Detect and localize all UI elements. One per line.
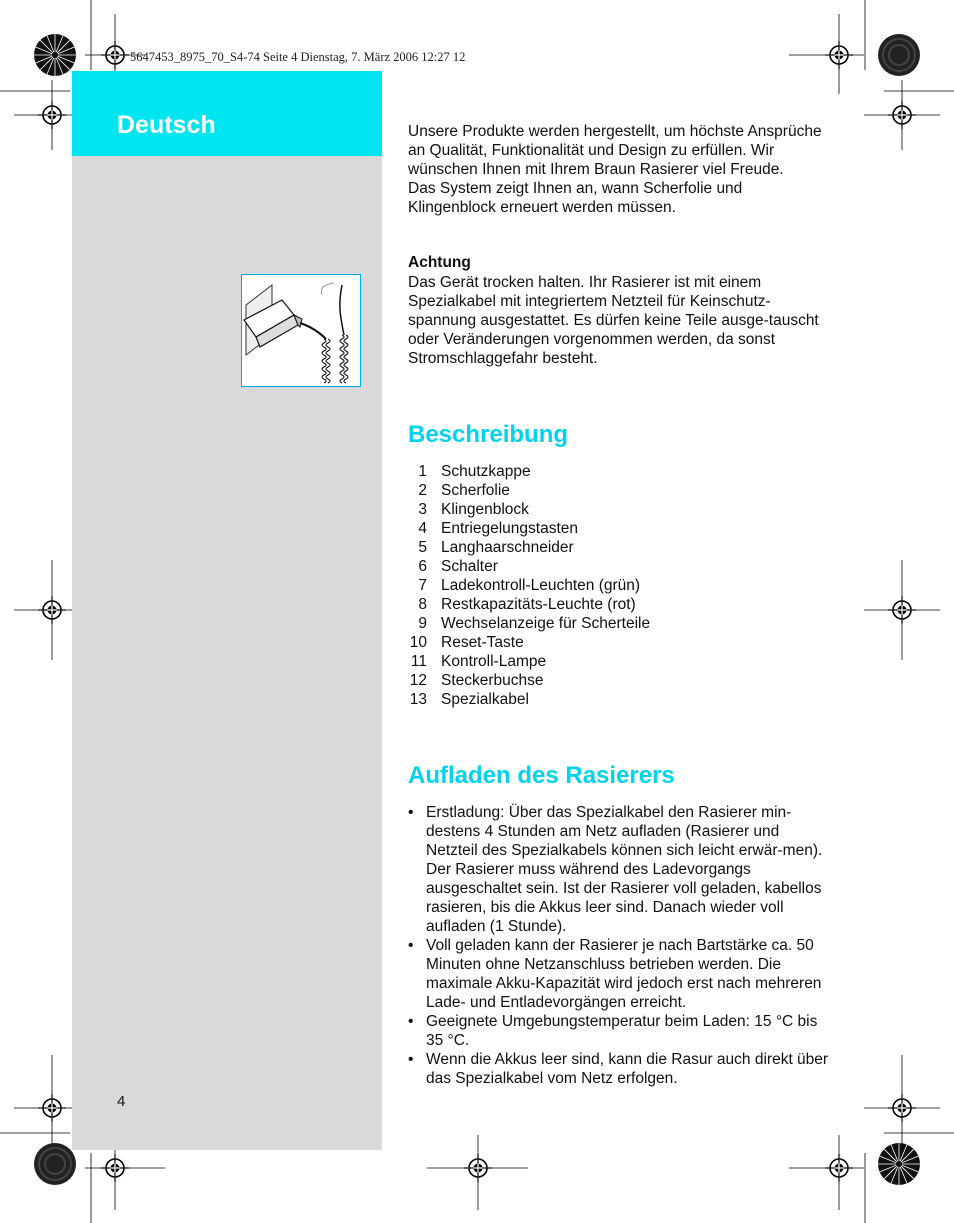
- part-item: [408, 462, 650, 481]
- charging-bullets: [408, 803, 833, 1088]
- part-item: [408, 595, 650, 614]
- part-item: [408, 500, 650, 519]
- bullet-text: Erstladung: Über das Spezialkabel den Rasierer min-destens 4 Stunden am Netz aufladen (Rasierer und Netzteil des Spezialkabels können sich leicht erwär-men). Der Rasierer muss während des Ladevorgangs ausgeschaltet sein. Ist der Rasierer voll geladen, kabellos rasieren, bis die Akkus leer sind. Danach wieder voll aufladen (1 Stunde).: [426, 804, 823, 935]
- part-label: Klingenblock: [441, 501, 529, 518]
- part-label: Schutzkappe: [441, 463, 531, 480]
- print-slug: 5647453_8975_70_S4-74 Seite 4 Dienstag, 7. März 2006 12:27 12: [130, 50, 466, 64]
- charging-bullet: [408, 1050, 833, 1088]
- part-label: Schalter: [441, 558, 498, 575]
- part-number: 1: [418, 463, 427, 480]
- intro-text: [408, 122, 828, 217]
- part-item: [408, 671, 650, 690]
- language-title: Deutsch: [117, 111, 216, 139]
- page-number: 4: [117, 1093, 126, 1110]
- bullet-icon: •: [408, 804, 414, 821]
- charging-bullet: [408, 1012, 833, 1050]
- bullet-text: Wenn die Akkus leer sind, kann die Rasur auch direkt über das Spezialkabel vom Netz erfolgen.: [426, 1051, 829, 1087]
- part-label: Wechselanzeige für Scherteile: [441, 615, 651, 632]
- part-number: 3: [418, 501, 427, 518]
- bullet-icon: •: [408, 1051, 414, 1068]
- part-number: 12: [409, 672, 427, 689]
- part-label: Ladekontroll-Leuchten (grün): [441, 577, 641, 594]
- part-number: 9: [418, 615, 427, 632]
- part-item: [408, 633, 650, 652]
- part-item: [408, 538, 650, 557]
- charging-bullet: [408, 803, 833, 936]
- parts-list: [408, 462, 650, 709]
- part-item: [408, 557, 650, 576]
- part-number: 5: [418, 539, 427, 556]
- part-number: 2: [418, 482, 427, 499]
- sidebar-column: [72, 71, 382, 1150]
- plug-illustration: [241, 274, 361, 387]
- part-label: Scherfolie: [441, 482, 510, 499]
- part-item: [408, 481, 650, 500]
- part-label: Reset-Taste: [441, 634, 524, 651]
- part-item: [408, 614, 650, 633]
- charging-bullet: [408, 936, 833, 1012]
- warning-text: Das Gerät trocken halten. Ihr Rasierer ist mit einem Spezialkabel mit integriertem Netzteil für Keinschutz-spannung ausgestattet. Es dürfen keine Teile ausge-tauscht oder Veränderungen vorgenommen werden, da sonst Stromschlaggefahr besteht.: [408, 274, 819, 367]
- part-number: 6: [418, 558, 427, 575]
- part-label: Steckerbuchse: [441, 672, 544, 689]
- part-item: [408, 519, 650, 538]
- part-number: 10: [409, 634, 427, 651]
- bullet-icon: •: [408, 1013, 414, 1030]
- part-label: Spezialkabel: [441, 691, 529, 708]
- bullet-text: Geeignete Umgebungstemperatur beim Laden: 15 °C bis 35 °C.: [426, 1013, 818, 1049]
- part-label: Kontroll-Lampe: [441, 653, 547, 670]
- part-label: Langhaarschneider: [441, 539, 574, 556]
- warning-heading: Achtung: [408, 254, 471, 271]
- part-number: 7: [418, 577, 427, 594]
- part-item: [408, 652, 650, 671]
- part-item: [408, 576, 650, 595]
- description-heading: Beschreibung: [408, 421, 569, 448]
- part-item: [408, 690, 650, 709]
- part-label: Entriegelungstasten: [441, 520, 579, 537]
- charging-heading: Aufladen des Rasierers: [408, 762, 675, 789]
- bullet-text: Voll geladen kann der Rasierer je nach Bartstärke ca. 50 Minuten ohne Netzanschluss betrieben werden. Die maximale Akku-Kapazität wird jedoch erst nach mehreren Lade- und Entladevorgängen erreicht.: [426, 937, 822, 1011]
- part-number: 13: [409, 691, 427, 708]
- part-number: 4: [418, 520, 427, 537]
- intro-paragraph-1: Unsere Produkte werden hergestellt, um höchste Ansprüche an Qualität, Funktionalität und Design zu erfüllen. Wir wünschen Ihnen mit Ihrem Braun Rasierer viel Freude.: [408, 123, 822, 178]
- part-number: 8: [418, 596, 427, 613]
- part-label: Restkapazitäts-Leuchte (rot): [441, 596, 636, 613]
- bullet-icon: •: [408, 937, 414, 954]
- intro-paragraph-2: Das System zeigt Ihnen an, wann Scherfolie und Klingenblock erneuert werden müssen.: [408, 180, 743, 216]
- part-number: 11: [410, 653, 427, 670]
